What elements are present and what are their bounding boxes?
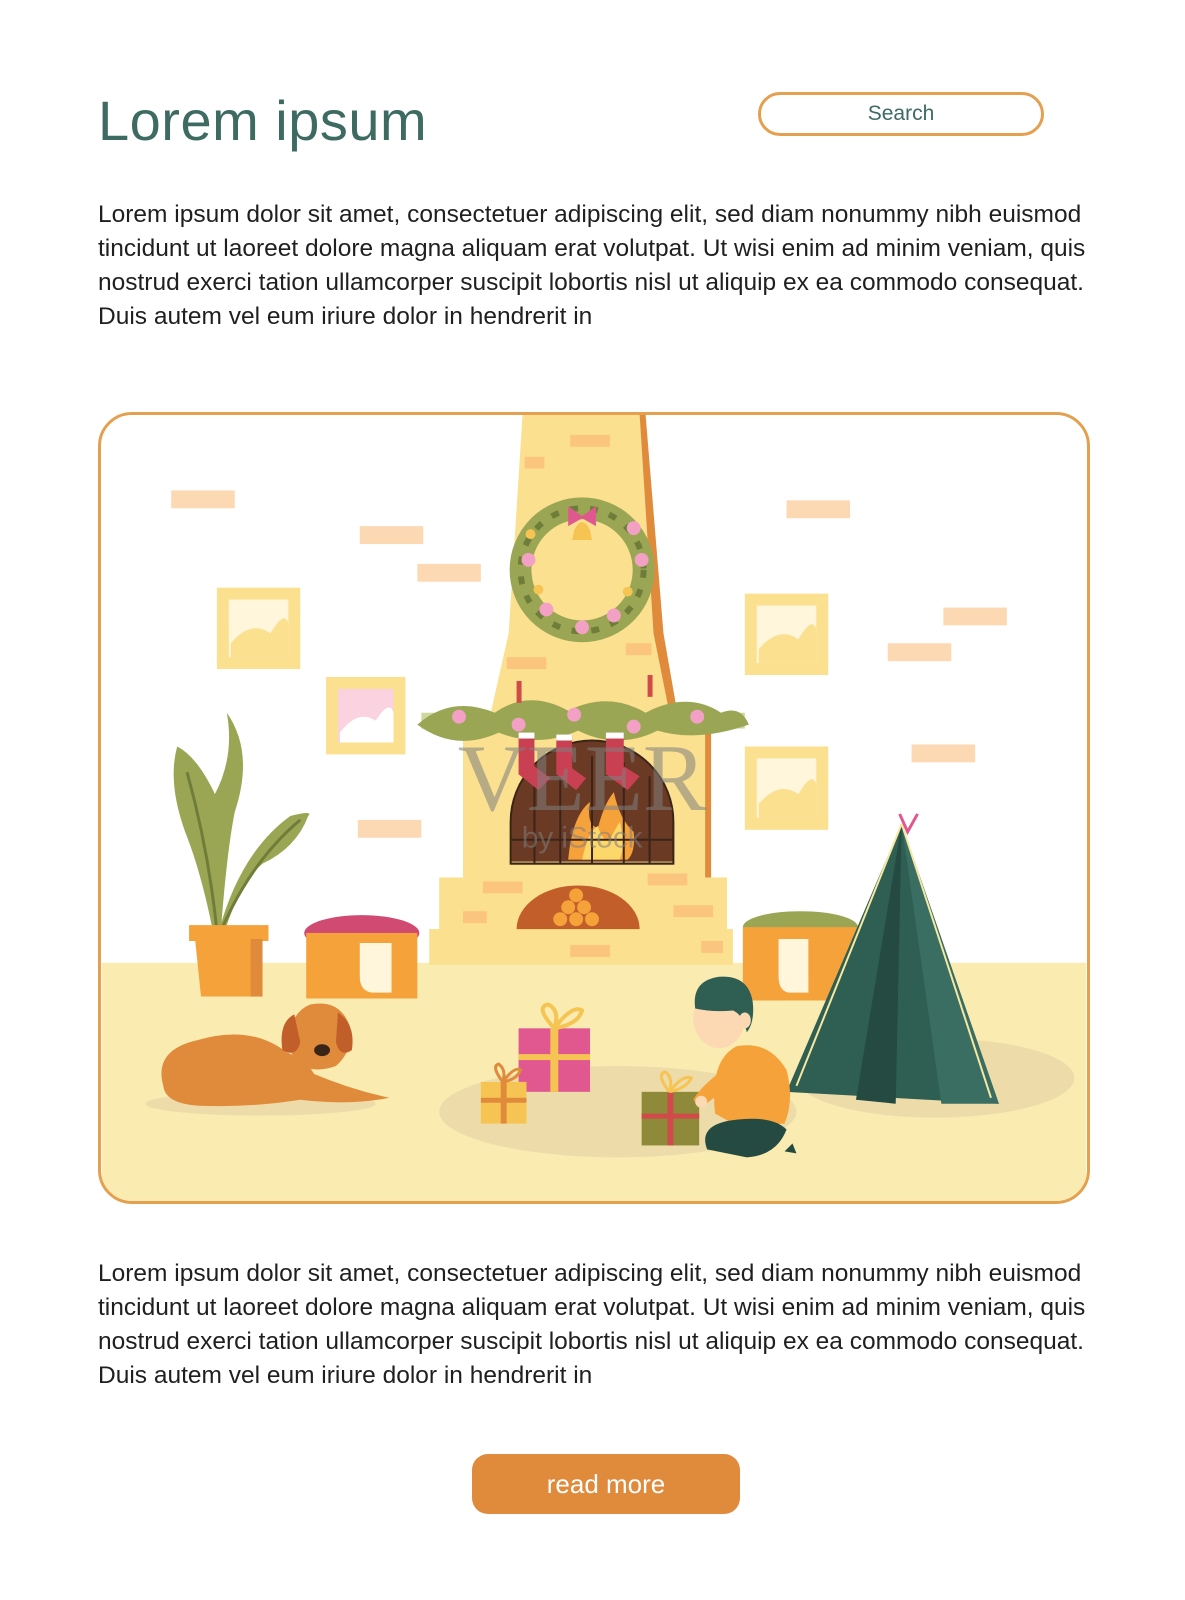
picture-frame (745, 594, 828, 675)
pink-ottoman (304, 915, 419, 998)
search-input[interactable] (758, 92, 1044, 136)
picture-frame (217, 588, 300, 669)
intro-paragraph: Lorem ipsum dolor sit amet, consectetuer adipiscing elit, sed diam nonummy nibh euismod tincidunt ut laoreet dolore magna aliquam erat volutpat. Ut wisi enim ad minim veniam, quis nostrud exerci tation ullamcorper suscipit lobortis nisl ut aliquip ex ea commodo consequat. Duis autem vel eum iriure dolor in hendrerit in (98, 201, 1086, 330)
search-placeholder: Search (867, 102, 935, 125)
watermark-sub: by iStock (521, 821, 643, 855)
illustration-card (98, 412, 1090, 1204)
watermark: VEER (457, 724, 707, 831)
read-more-button[interactable]: read more (472, 1454, 740, 1514)
body-paragraph: Lorem ipsum dolor sit amet, consectetuer adipiscing elit, sed diam nonummy nibh euismod tincidunt ut laoreet dolore magna aliquam erat volutpat. Ut wisi enim ad minim veniam, quis nostrud exerci tation ullamcorper suscipit lobortis nisl ut aliquip ex ea commodo consequat. Duis autem vel eum iriure dolor in hendrerit in (98, 1260, 1086, 1389)
picture-frame (745, 746, 828, 829)
picture-frame (326, 677, 405, 754)
page-title: Lorem ipsum (98, 89, 428, 152)
christmas-living-room-illustration (101, 415, 1087, 1201)
